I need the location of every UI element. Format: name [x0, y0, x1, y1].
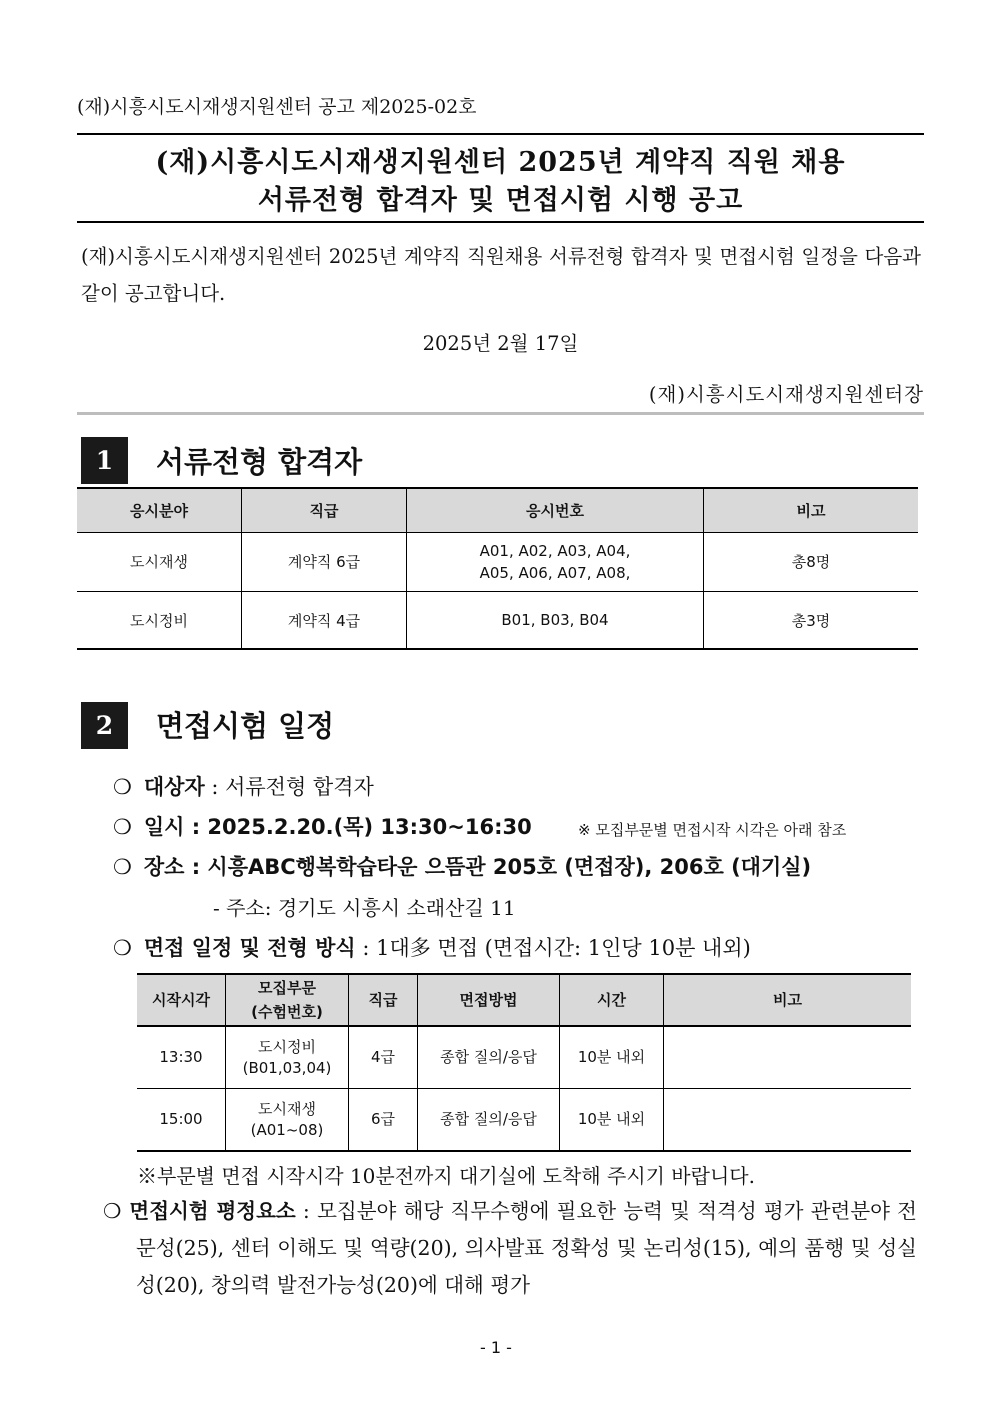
col-header-grade: 직급	[349, 974, 418, 1026]
bullet-circle-icon: ❍	[113, 775, 132, 799]
cell-grade: 계약직 4급	[242, 592, 407, 650]
notice-number: (재)시흥시도시재생지원센터 공고 제2025-02호	[77, 96, 477, 118]
announcement-date: 2025년 2월 17일	[422, 332, 579, 355]
cell-field: 도시정비	[77, 592, 242, 650]
table-row	[137, 1089, 911, 1152]
cell-grade: 6급	[349, 1089, 418, 1152]
interview-schedule-table	[137, 973, 911, 1152]
address-line	[213, 892, 516, 921]
numbers-line1: A01, A02, A03, A04,	[479, 542, 631, 560]
signer: (재)시흥시도시재생지원센터장	[648, 383, 924, 406]
cell-start: 15:00	[137, 1089, 226, 1152]
cell-dept	[226, 1026, 349, 1089]
cell-numbers	[407, 533, 704, 592]
datetime-bullet	[113, 811, 532, 841]
cell-method: 종합 질의/응답	[418, 1026, 560, 1089]
document-title-line2: 서류전형 합격자 및 면접시험 시행 공고	[257, 185, 744, 216]
cell-grade: 4급	[349, 1026, 418, 1089]
cell-exam-no: (B01,03,04)	[242, 1058, 332, 1077]
title-top-rule	[77, 133, 924, 135]
cell-time: 10분 내외	[560, 1089, 664, 1152]
cell-method: 종합 질의/응답	[418, 1089, 560, 1152]
header-divider	[77, 412, 924, 415]
cell-note: 총3명	[704, 592, 919, 650]
cell-numbers	[407, 592, 704, 650]
col-header-grade: 직급	[242, 488, 407, 533]
bullet-circle-icon: ❍	[103, 1199, 122, 1223]
datetime-label: 일시	[143, 815, 185, 839]
document-title-line1: (재)시흥시도시재생지원센터 2025년 계약직 직원 채용	[155, 147, 846, 178]
bullet-circle-icon: ❍	[113, 855, 132, 879]
col-header-start: 시작시각	[137, 974, 226, 1026]
place-bullet	[113, 851, 811, 881]
datetime-note-wrap	[578, 816, 846, 840]
numbers-line2: A05, A06, A07, A08,	[479, 564, 631, 582]
section2-title: 면접시험 일정	[156, 709, 335, 743]
method-bullet	[113, 932, 751, 962]
address-text: - 주소: 경기도 시흥시 소래산길 11	[213, 896, 516, 920]
method-label: 면접 일정 및 전형 방식	[143, 936, 356, 960]
cell-note	[664, 1089, 912, 1152]
target-label: 대상자	[143, 775, 205, 799]
place-value: : 시흥ABC행복학습타운 으뜸관 205호 (면접장), 206호 (대기실)	[184, 855, 812, 879]
datetime-value: : 2025.2.20.(목) 13:30~16:30	[184, 815, 532, 839]
place-label: 장소	[143, 855, 185, 879]
criteria-label: 면접시험 평정요소	[129, 1199, 296, 1223]
table-header-row	[137, 974, 911, 1026]
datetime-note: ※ 모집부문별 면접시작 시각은 아래 참조	[578, 821, 847, 839]
col-header-dept-line2: (수험번호)	[251, 1003, 323, 1021]
col-header-field: 응시분야	[77, 488, 242, 533]
col-header-dept	[226, 974, 349, 1026]
target-value: : 서류전형 합격자	[204, 775, 374, 799]
cell-field: 도시재생	[77, 533, 242, 592]
cell-time: 10분 내외	[560, 1026, 664, 1089]
method-value: : 1대多 면접 (면접시간: 1인당 10분 내외)	[355, 936, 751, 960]
section2-number-badge: 2	[81, 702, 128, 749]
bullet-circle-icon: ❍	[113, 815, 132, 839]
col-header-method: 면접방법	[418, 974, 560, 1026]
cell-exam-no: (A01~08)	[250, 1120, 324, 1139]
col-header-dept-line1: 모집부문	[258, 979, 316, 997]
criteria-value: : 모집분야 해당 직무수행에 필요한 능력 및 적격성 평가 관련분야 전문성(25), 센터 이해도 및 역량(20), 의사발표 정확성 및 논리성(15), 예의 품행 및 성실성(20), 창의력 발전가능성(20)에 대해 평가	[136, 1199, 917, 1297]
table-row	[77, 533, 918, 592]
numbers-line1: B01, B03, B04	[501, 611, 609, 629]
intro-paragraph: (재)시흥시도시재생지원센터 2025년 계약직 직원채용 서류전형 합격자 및 면접시험 일정을 다음과 같이 공고합니다.	[81, 245, 921, 305]
cell-grade: 계약직 6급	[242, 533, 407, 592]
cell-dept-name: 도시재생	[258, 1099, 316, 1118]
table-row	[77, 592, 918, 650]
section1-title: 서류전형 합격자	[156, 445, 363, 479]
col-header-note: 비고	[664, 974, 912, 1026]
table-header-row	[77, 488, 918, 533]
cell-dept-name: 도시정비	[258, 1037, 316, 1056]
criteria-body	[103, 1193, 917, 1304]
target-bullet	[113, 771, 374, 801]
cell-note	[664, 1026, 912, 1089]
section1-number-badge: 1	[81, 437, 128, 484]
cell-start: 13:30	[137, 1026, 226, 1089]
col-header-note: 비고	[704, 488, 919, 533]
criteria-bullet	[103, 1193, 917, 1304]
col-header-time: 시간	[560, 974, 664, 1026]
title-bottom-rule	[77, 221, 924, 223]
page-number: - 1 -	[480, 1338, 512, 1357]
col-header-numbers: 응시번호	[407, 488, 704, 533]
arrival-note: ※부문별 면접 시작시각 10분전까지 대기실에 도착해 주시기 바랍니다.	[137, 1164, 755, 1188]
passed-candidates-table	[77, 487, 918, 650]
cell-dept	[226, 1089, 349, 1152]
table-row	[137, 1026, 911, 1089]
bullet-circle-icon: ❍	[113, 936, 132, 960]
cell-note: 총8명	[704, 533, 919, 592]
